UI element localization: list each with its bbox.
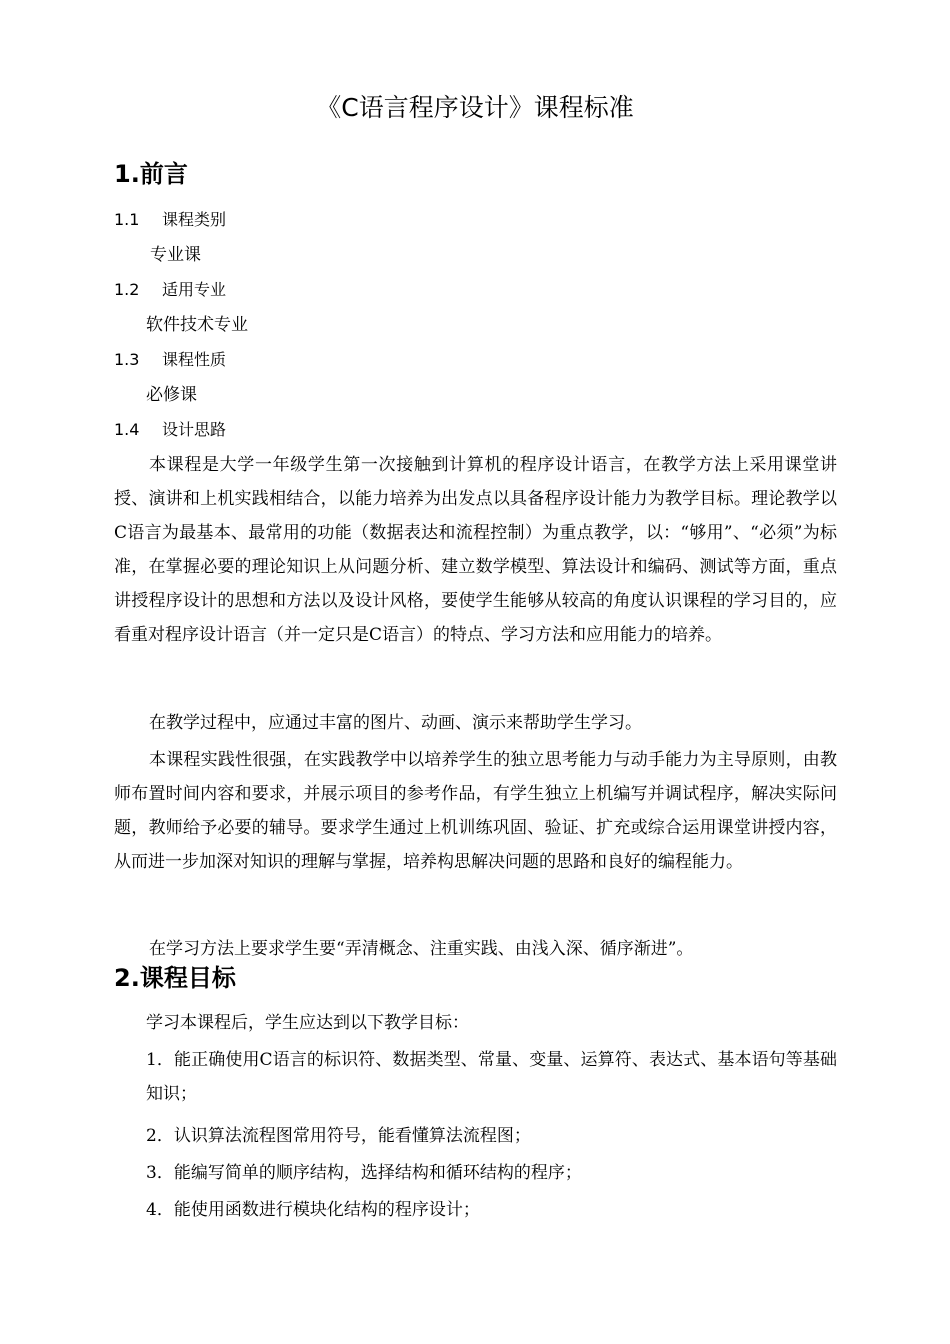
subsection-number: 1.1: [114, 210, 140, 229]
section-heading-1: 1.前言: [114, 160, 188, 188]
goal-item-1: 1．能正确使用C语言的标识符、数据类型、常量、变量、运算符、表达式、基本语句等基础知识；: [146, 1050, 837, 1104]
subsection-value-1-1: 专业课: [150, 245, 201, 265]
subsection-label: 设计思路: [162, 420, 227, 439]
goal-item-3: 3．能编写简单的顺序结构，选择结构和循环结构的程序；: [146, 1163, 582, 1183]
paragraph-practice: 本课程实践性很强，在实践教学中以培养学生的独立思考能力与动手能力为主导原则，由教师布置时间内容和要求，并展示项目的参考作品，有学生独立上机编写并调试程序，解决实际问题，教师给予必要的辅导。要求学生通过上机训练巩固、验证、扩充或综合运用课堂讲授内容，从而进一步加深对知识的理解与掌握，培养构思解决问题的思路和良好的编程能力。: [114, 750, 837, 872]
subsection-heading-1-4: [114, 418, 226, 442]
subsection-label: 课程性质: [162, 350, 227, 369]
paragraph-design-approach: 本课程是大学一年级学生第一次接触到计算机的程序设计语言，在教学方法上采用课堂讲授、演讲和上机实践相结合，以能力培养为出发点以具备程序设计能力为教学目标。理论教学以C语言为最基本、最常用的功能（数据表达和流程控制）为重点教学，以：“够用”、“必须”为标准，在掌握必要的理论知识上从问题分析、建立数学模型、算法设计和编码、测试等方面，重点讲授程序设计的思想和方法以及设计风格，要使学生能够从较高的角度认识课程的学习目的，应看重对程序设计语言（并一定只是C语言）的特点、学习方法和应用能力的培养。: [114, 455, 837, 645]
section-heading-2: 2.课程目标: [114, 964, 236, 992]
subsection-number: 1.2: [114, 280, 140, 299]
subsection-value-1-2: 软件技术专业: [146, 315, 248, 335]
document-title: 《C语言程序设计》课程标准: [316, 93, 634, 122]
subsection-heading-1-1: [114, 208, 226, 232]
subsection-number: 1.3: [114, 350, 140, 369]
goal-item-2: 2．认识算法流程图常用符号，能看懂算法流程图；: [146, 1126, 531, 1146]
subsection-label: 课程类别: [162, 210, 227, 229]
paragraph-teaching-process: 在教学过程中，应通过丰富的图片、动画、演示来帮助学生学习。: [149, 713, 642, 733]
subsection-number: 1.4: [114, 420, 140, 439]
goal-item-4: 4．能使用函数进行模块化结构的程序设计；: [146, 1200, 480, 1220]
paragraph-learning-method: 在学习方法上要求学生要“弄清概念、注重实践、由浅入深、循序渐进”。: [149, 939, 694, 959]
subsection-label: 适用专业: [162, 280, 227, 299]
subsection-value-1-3: 必修课: [146, 385, 197, 405]
subsection-heading-1-2: [114, 278, 226, 302]
subsection-heading-1-3: [114, 348, 226, 372]
goals-intro: 学习本课程后，学生应达到以下教学目标：: [146, 1013, 469, 1033]
